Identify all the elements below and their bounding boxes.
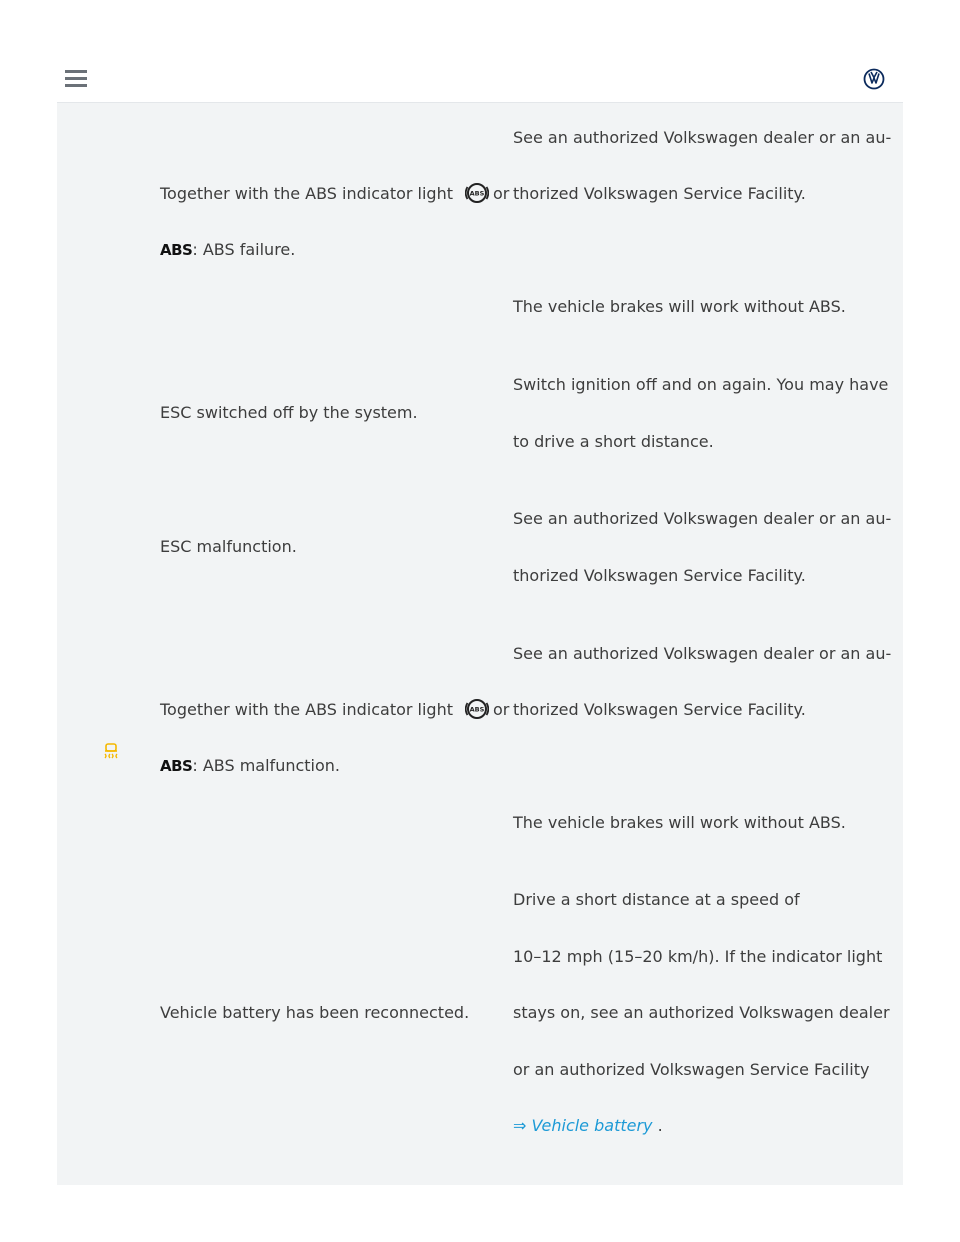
solution-link-line: ⇒ Vehicle battery . [513,1116,663,1135]
svg-text:ABS: ABS [469,705,485,714]
solution-line: to drive a short distance. [513,432,714,451]
condition-text: ABS: ABS failure. [160,240,296,259]
condition-text: ABS: ABS malfunction. [160,756,340,775]
volkswagen-logo-icon[interactable] [863,68,885,90]
solution-line: The vehicle brakes will work without ABS. [513,813,846,832]
solution-line: See an authorized Volkswagen dealer or an au- [513,509,892,528]
top-bar [57,56,903,103]
condition-text: Together with the ABS indicator light [160,184,453,203]
solution-line: 10–12 mph (15–20 km/h). If the indicator light [513,947,883,966]
abs-indicator-light-icon [465,697,489,721]
solution-line: or an authorized Volkswagen Service Facility [513,1060,870,1079]
condition-text: Vehicle battery has been reconnected. [160,1003,470,1022]
condition-text: ESC switched off by the system. [160,403,418,422]
solution-line: See an authorized Volkswagen dealer or an au- [513,644,892,663]
condition-text-or: or [493,700,510,719]
abs-label-icon: ABS [160,757,193,775]
hamburger-menu-icon[interactable] [65,70,87,88]
svg-text:ABS: ABS [469,189,485,198]
solution-line: The vehicle brakes will work without ABS. [513,297,846,316]
vehicle-battery-link[interactable]: ⇒ Vehicle battery [513,1116,653,1135]
solution-line: thorized Volkswagen Service Facility. [513,184,806,203]
link-arrow-icon: ⇒ [513,1116,527,1135]
abs-indicator-light-icon [465,181,489,205]
esc-warning-icon [102,743,120,761]
solution-line: thorized Volkswagen Service Facility. [513,566,806,585]
solution-line: Switch ignition off and on again. You may have [513,375,889,394]
indicator-table [57,103,903,1185]
condition-text: ESC malfunction. [160,537,297,556]
condition-text: Together with the ABS indicator light [160,700,453,719]
condition-text-or: or [493,184,510,203]
abs-label-icon: ABS [160,241,193,259]
solution-line: See an authorized Volkswagen dealer or an au- [513,128,892,147]
solution-line: thorized Volkswagen Service Facility. [513,700,806,719]
solution-line: Drive a short distance at a speed of [513,890,800,909]
solution-line: stays on, see an authorized Volkswagen dealer [513,1003,890,1022]
